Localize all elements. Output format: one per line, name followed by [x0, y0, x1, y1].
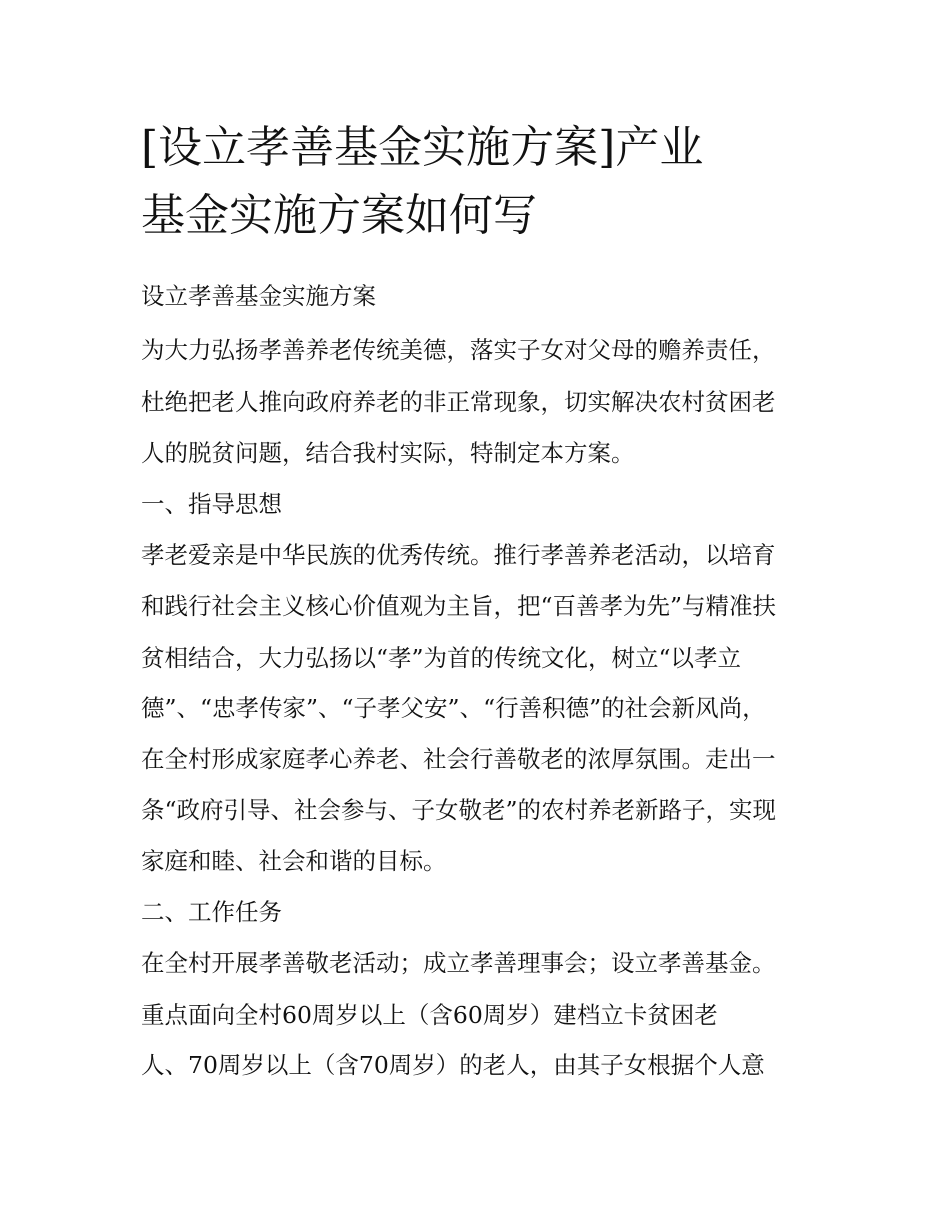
body-line: 在全村开展孝善敬老活动；成立孝善理事会；设立孝善基金。: [141, 949, 776, 977]
body-line: 孝老爱亲是中华民族的优秀传统。推行孝善养老活动，以培育: [141, 541, 776, 569]
body-line: 家庭和睦、社会和谐的目标。: [141, 847, 447, 875]
body-line: 德”、“忠孝传家”、“子孝父安”、“行善积德”的社会新风尚，: [141, 694, 766, 722]
title-line-2: 基金实施方案如何写: [141, 190, 537, 241]
section-heading: 二、工作任务: [141, 898, 282, 926]
subtitle-line: 设立孝善基金实施方案: [141, 282, 376, 310]
body-line: 人、70周岁以上（含70周岁）的老人，由其子女根据个人意: [141, 1051, 765, 1079]
body-line: 在全村形成家庭孝心养老、社会行善敬老的浓厚氛围。走出一: [141, 745, 776, 773]
title-line-1: [设立孝善基金实施方案]产业: [141, 122, 704, 173]
body-line: 为大力弘扬孝善养老传统美德，落实子女对父母的赡养责任，: [141, 336, 776, 364]
body-line: 贫相结合，大力弘扬以“孝”为首的传统文化，树立“以孝立: [141, 644, 742, 672]
body-line: 杜绝把老人推向政府养老的非正常现象，切实解决农村贫困老: [141, 388, 776, 416]
body-line: 条“政府引导、社会参与、子女敬老”的农村养老新路子，实现: [141, 796, 777, 824]
body-line: 重点面向全村60周岁以上（含60周岁）建档立卡贫困老: [141, 1001, 718, 1029]
body-line: 人的脱贫问题，结合我村实际，特制定本方案。: [141, 439, 635, 467]
document-title: [141, 114, 841, 250]
body-line: 和践行社会主义核心价值观为主旨，把“百善孝为先”与精准扶: [141, 592, 777, 620]
section-heading: 一、指导思想: [141, 490, 282, 518]
